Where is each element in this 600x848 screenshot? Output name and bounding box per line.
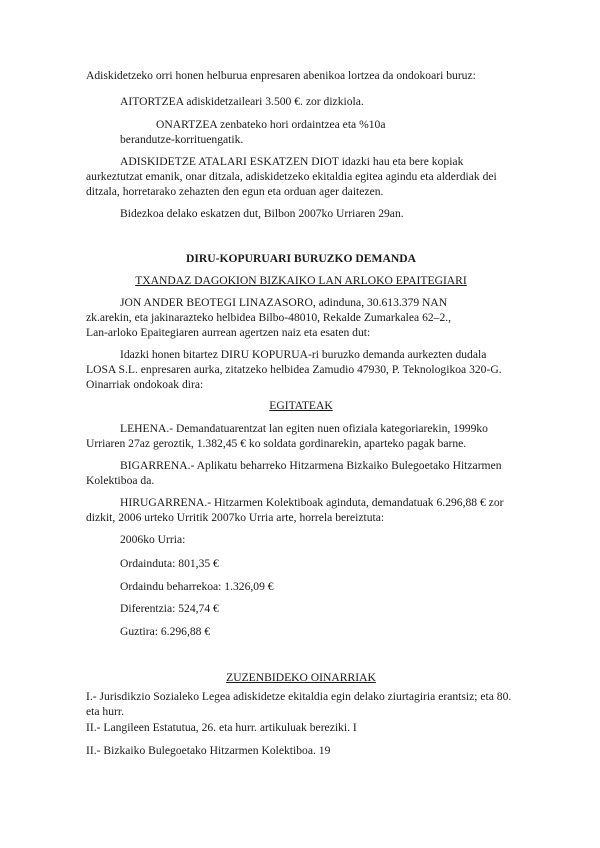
intro-paragraph: Adiskidetzeko orri honen helburua enpresaren abenikoa lortzea da ondokoari buruz: xyxy=(86,69,476,82)
onartzea-paragraph xyxy=(86,117,516,147)
jon-paragraph xyxy=(86,295,516,340)
jon-line-2: zk.arekin, eta jakinarazteko helbidea Bilbo-48010, Rekalde Zumarkalea 62–2., xyxy=(86,311,452,324)
egitateak-heading xyxy=(86,398,516,413)
demanda-title: DIRU-KOPURUARI BURUZKO DEMANDA xyxy=(186,252,416,265)
ordaindu-beharrekoa-line: Ordaindu beharrekoa: 1.326,09 € xyxy=(120,580,274,593)
legal-item-1: I.- Jurisdikzio Sozialeko Legea adiskidetze ekitaldia egin delako ziurtagiria erantsiz; eta 80. eta hurr. xyxy=(86,690,512,718)
onartzea-line-1: ONARTZEA zenbateko hori ordaintzea eta %10a xyxy=(156,118,386,131)
bidezkoa-paragraph: Bidezkoa delako eskatzen dut, Bilbon 2007ko Urriaren 29an. xyxy=(120,207,404,220)
bigarrena-paragraph: BIGARRENA.- Aplikatu beharreko Hitzarmena Bizkaiko Bulegoetako Hitzarmen Kolektiboa da. xyxy=(86,459,502,487)
eskatzen-paragraph: ADISKIDETZE ATALARI ESKATZEN DIOT idazki hau eta bere kopiak aurkeztutzat emanik, onar ditzala, adiskidetzeko ekitaldia egitea agindu eta alderdiak dei ditzala, horretarako zehazten den egun eta orduan ager daitezen. xyxy=(86,155,497,198)
lehena-paragraph: LEHENA.- Demandatuarentzat lan egiten nuen ofiziala kategoriarekin, 1999ko Urriaren 27az geroztik, 1.382,45 € ko soldata gordinarekin, aparteko pagak barne. xyxy=(86,422,488,450)
ordainduta-line: Ordainduta: 801,35 € xyxy=(120,557,219,570)
legal-item-2: II.- Langileen Estatutua, 26. eta hurr. artikuluak bereziki. I xyxy=(86,721,357,734)
guztira-line: Guztira: 6.296,88 € xyxy=(120,625,211,638)
aitortzea-paragraph: AITORTZEA adiskidetzaileari 3.500 €. zor dizkiola. xyxy=(120,95,364,108)
diferentzia-line: Diferentzia: 524,74 € xyxy=(120,602,219,615)
onartzea-line-2: berandutze-korrituengatik. xyxy=(120,133,244,146)
idazki-paragraph: Idazki honen bitartez DIRU KOPURUA-ri buruzko demanda aurkezten dudala LOSA S.L. enpresaren aurka, zitatzeko helbidea Zamudio 47930, P. Teknologikoa 320-G. Oinarriak ondokoak dira: xyxy=(86,348,502,391)
hirugarrena-paragraph: HIRUGARRENA.- Hitzarmen Kolektiboak aginduta, demandatuak 6.296,88 € zor dizkit, 2006 urteko Urritik 2007ko Urria arte, horrela bereiztuta: xyxy=(86,496,504,524)
zuzenbideko-title: ZUZENBIDEKO OINARRIAK xyxy=(226,671,376,684)
court-title-text: TXANDAZ DAGOKION BIZKAIKO LAN ARLOKO EPAITEGIARI xyxy=(135,274,467,287)
court-title xyxy=(86,273,516,288)
egitateak-title: EGITATEAK xyxy=(269,399,333,412)
period-label: 2006ko Urria: xyxy=(120,533,186,546)
zuzenbideko-heading xyxy=(86,670,516,685)
jon-line-1: JON ANDER BEOTEGI LINAZASORO, adinduna, 30.613.379 NAN xyxy=(120,296,448,309)
legal-item-3: II.- Bizkaiko Bulegoetako Hitzarmen Kolektiboa. 19 xyxy=(86,744,331,757)
jon-line-3: Lan-arloko Epaitegiaren aurrean agertzen naiz eta esaten dut: xyxy=(86,326,371,339)
